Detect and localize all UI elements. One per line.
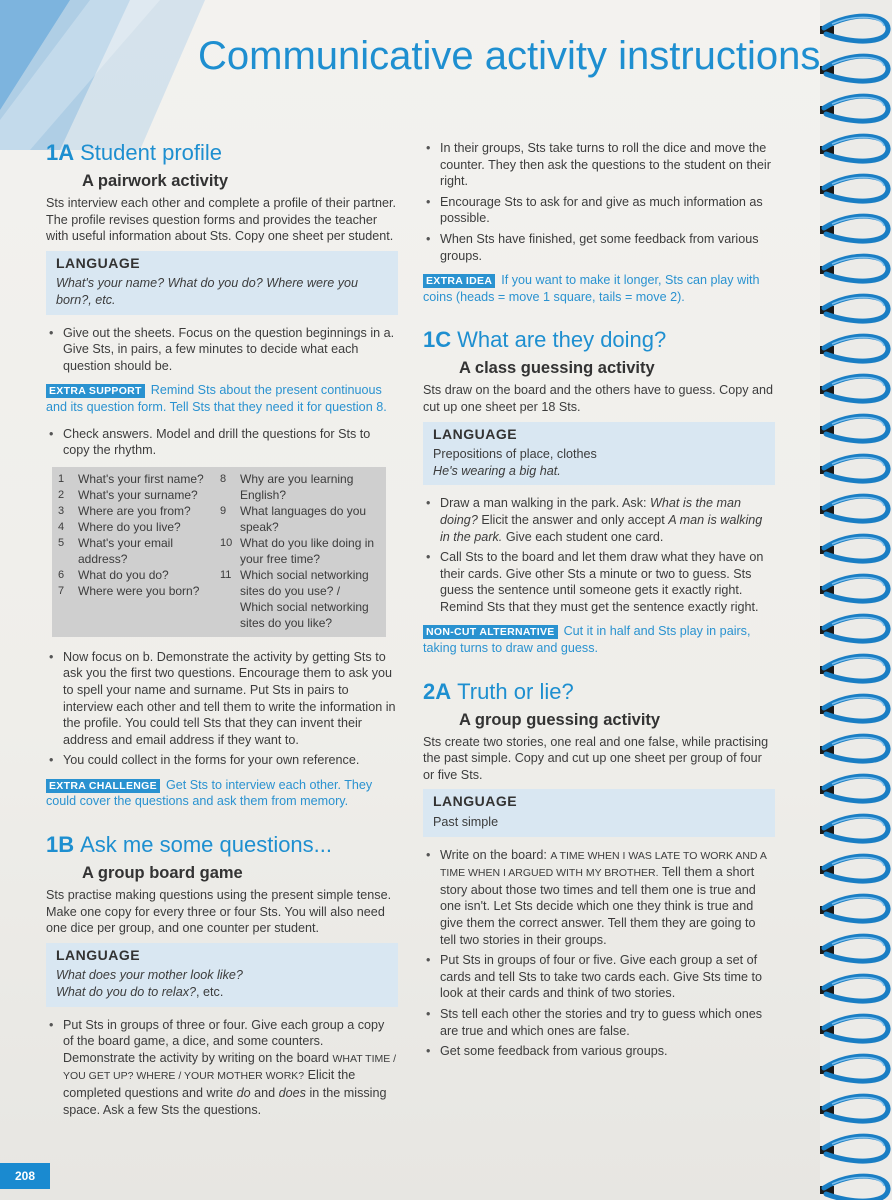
language-text: What does your mother look like? xyxy=(56,968,243,983)
text-run: Elicit the completed questions and write xyxy=(63,1068,356,1100)
language-text: Prepositions of place, clothes xyxy=(433,447,597,462)
answer-text: Where were you born? xyxy=(78,583,200,598)
answer-text: What do you do? xyxy=(78,567,169,582)
answer-item xyxy=(58,519,214,535)
bullet-item: • When Sts have finished, get some feedback from various groups. xyxy=(423,231,775,264)
extra-challenge-tag: EXTRA CHALLENGE xyxy=(46,779,160,793)
answer-text: What do you like doing in your free time? xyxy=(240,535,375,566)
bullet-list xyxy=(46,325,398,375)
answer-item xyxy=(58,567,214,583)
extra-challenge-note xyxy=(46,777,398,810)
answer-key-box xyxy=(52,467,386,637)
answer-number: 1 xyxy=(58,472,65,485)
note-text: Get Sts to interview each other. They could cover the questions and ask them from memory. xyxy=(46,777,373,809)
section-code: 1C xyxy=(423,327,452,353)
section-1a xyxy=(46,138,398,810)
board-text: WHAT TIME / YOU GET UP? WHERE / YOUR MOTHER WORK? xyxy=(63,1052,397,1083)
answer-item xyxy=(220,535,376,567)
extra-support-tag: EXTRA SUPPORT xyxy=(46,384,145,398)
section-code: 2A xyxy=(423,678,452,704)
bullet-item: • Give out the sheets. Focus on the question beginnings in a. Give Sts, in pairs, a few minutes to decide what each question should be. xyxy=(46,325,398,375)
bullet-list xyxy=(46,649,398,769)
answer-text: What's your email address? xyxy=(78,535,173,566)
bullet-item: • Now focus on b. Demonstrate the activity by getting Sts to ask you the first two questions. Encourage them to ask you to spell your name and surname. Put Sts in pairs to interview each other and tell them to write the information in the profile. You could tell Sts that they can invent their address and email address if they want to. xyxy=(46,649,398,749)
italic-phrase: A man is walking in the park. xyxy=(440,512,763,544)
section-1b xyxy=(46,830,398,1118)
answer-text: What's your surname? xyxy=(78,487,198,502)
text-run: Write on the board: xyxy=(440,847,547,862)
answer-item xyxy=(58,583,214,599)
extra-support-note xyxy=(46,382,398,415)
spiral-binding-icon xyxy=(812,0,892,1200)
italic-phrase: What is the man doing? xyxy=(440,496,741,527)
language-suffix: , etc. xyxy=(196,985,224,1000)
answer-number: 9 xyxy=(220,504,227,517)
section-1c xyxy=(423,325,775,656)
language-heading: LANGUAGE xyxy=(433,425,518,442)
corner-decoration xyxy=(0,0,205,150)
answer-text: Where do you live? xyxy=(78,519,181,534)
answer-number: 10 xyxy=(220,536,233,549)
non-cut-alternative-note xyxy=(423,623,775,656)
section-2a xyxy=(423,677,775,1060)
bullet-item: • Get some feedback from various groups. xyxy=(423,1043,775,1060)
answer-column xyxy=(220,471,376,631)
answer-text: Why are you learning English? xyxy=(240,471,354,502)
bullet-list xyxy=(423,140,775,264)
non-cut-alternative-tag: NON-CUT ALTERNATIVE xyxy=(423,625,558,639)
answer-item xyxy=(58,503,214,519)
text-run: Draw a man walking in the park. Ask: xyxy=(440,496,647,511)
section-subtitle: A group guessing activity xyxy=(459,710,661,729)
section-title: Student profile xyxy=(80,140,222,165)
bullet-list xyxy=(423,495,775,615)
answer-item xyxy=(220,503,376,535)
answer-item xyxy=(220,471,376,503)
answer-number: 8 xyxy=(220,472,227,485)
page-number: 208 xyxy=(0,1163,50,1189)
bullet-list xyxy=(46,426,398,459)
language-text: What's your name? What do you do? Where were you born?, etc. xyxy=(56,276,359,307)
section-subtitle: A group board game xyxy=(82,864,243,883)
text-run: in the missing space. Ask a few Sts the questions. xyxy=(63,1086,387,1117)
bullet-item: • In their groups, Sts take turns to roll the dice and move the counter. They then ask the questions to the student on their right. xyxy=(423,140,775,190)
language-heading: LANGUAGE xyxy=(56,254,141,271)
text-run: Put Sts in groups of three or four. Give each group a copy of the board game, a dice, and some counters. Demonstrate the activity by writing on the board xyxy=(63,1017,385,1065)
answer-number: 2 xyxy=(58,488,65,501)
note-text: Remind Sts about the present continuous and its question form. Tell Sts that they need it for question 8. xyxy=(46,383,387,414)
bullet-item: • You could collect in the forms for your own reference. xyxy=(46,752,398,769)
answer-number: 3 xyxy=(58,504,65,517)
bullet-item: • Encourage Sts to ask for and give as much information as possible. xyxy=(423,194,775,227)
language-box xyxy=(46,943,398,1007)
bullet-item: • Check answers. Model and drill the questions for Sts to copy the rhythm. xyxy=(46,426,398,459)
italic-word: do xyxy=(236,1086,251,1100)
language-example: What do you do to relax? xyxy=(56,985,197,1000)
section-heading xyxy=(46,830,398,860)
page-title: Communicative activity instructions xyxy=(198,34,820,78)
extra-idea-note xyxy=(423,272,775,305)
section-code: 1A xyxy=(46,140,75,165)
answer-number: 5 xyxy=(58,536,65,549)
language-heading: LANGUAGE xyxy=(56,946,141,963)
right-column xyxy=(423,140,775,1068)
note-text: Cut it in half and Sts play in pairs, taking turns to draw and guess. xyxy=(423,624,751,656)
text-run: Elicit the answer and only accept xyxy=(481,512,665,527)
answer-text: Where are you from? xyxy=(78,503,191,518)
answer-item xyxy=(58,487,214,503)
answer-number: 4 xyxy=(58,520,65,533)
section-subtitle: A class guessing activity xyxy=(459,359,655,378)
section-subtitle: A pairwork activity xyxy=(82,172,229,190)
section-title: What are they doing? xyxy=(457,327,667,353)
left-column xyxy=(46,138,398,1126)
answer-number: 11 xyxy=(220,568,232,581)
language-box xyxy=(423,422,775,486)
answer-text: What's your first name? xyxy=(78,471,204,486)
section-title: Truth or lie? xyxy=(457,678,574,704)
extra-idea-tag: EXTRA IDEA xyxy=(423,274,495,288)
language-text: He's wearing a big hat. xyxy=(433,463,561,478)
answer-text: Which social networking sites do you use? / Which social networking sites do you like? xyxy=(240,567,369,630)
answer-column xyxy=(58,471,214,631)
answer-item xyxy=(220,567,376,631)
note-text: If you want to make it longer, Sts can play with coins (heads = move 1 square, tails = move 2). xyxy=(423,273,760,304)
text-run: and xyxy=(254,1086,276,1100)
answer-item xyxy=(58,471,214,487)
section-heading xyxy=(46,138,398,168)
italic-word: does xyxy=(278,1086,306,1100)
answer-number: 6 xyxy=(58,568,65,581)
language-heading: LANGUAGE xyxy=(433,793,518,810)
bullet-item: • Call Sts to the board and let them draw what they have on their cards. Give other Sts a minute or two to guess. Sts guess the sentence until someone gets it exactly right. Remind Sts that they must get the sentence exactly right. xyxy=(423,549,775,615)
section-code: 1B xyxy=(46,832,75,858)
bullet-item: • Put Sts in groups of four or five. Give each group a set of cards and tell Sts to take two cards each. Give Sts time to look at their cards and think of two stories. xyxy=(423,952,775,1002)
language-text: Past simple xyxy=(433,815,499,830)
language-box xyxy=(46,251,398,315)
bullet-item xyxy=(423,847,775,949)
section-intro: Sts interview each other and complete a profile of their partner. The profile revises question forms and provides the teacher with useful information about Sts. Copy one sheet per student. xyxy=(46,196,397,244)
section-title: Ask me some questions... xyxy=(80,832,333,858)
answer-item xyxy=(58,535,214,567)
bullet-item xyxy=(46,1017,398,1119)
section-intro: Sts create two stories, one real and one false, while practising the past simple. Copy and cut up one sheet per group of four or five Sts. xyxy=(423,734,769,782)
board-text: A TIME WHEN I WAS LATE TO WORK AND A TIME WHEN I ARGUED WITH MY BROTHER. xyxy=(440,849,767,880)
text-run: Give each student one card. xyxy=(505,529,664,544)
section-heading xyxy=(423,325,775,355)
section-intro: Sts draw on the board and the others have to guess. Copy and cut up one sheet per 18 Sts. xyxy=(423,383,774,414)
bullet-item xyxy=(423,495,775,545)
answer-text: What languages do you speak? xyxy=(240,503,367,534)
bullet-list xyxy=(46,1017,398,1119)
bullet-list xyxy=(423,847,775,1060)
answer-number: 7 xyxy=(58,584,65,597)
section-intro: Sts practise making questions using the present simple tense. Make one copy for every three or four Sts. You will also need one dice per group, and one counter per student. xyxy=(46,888,392,936)
section-heading xyxy=(423,677,775,707)
language-box xyxy=(423,789,775,836)
text-run: Tell them a short story about those two times and tell them one is true and one isn't. Let Sts decide which one they think is true and give them the correct answer. Tell them they are going to tell two stories in their groups. xyxy=(440,865,756,947)
bullet-item: • Sts tell each other the stories and try to guess which ones are true and which ones are false. xyxy=(423,1006,775,1039)
language-text xyxy=(56,984,390,1001)
